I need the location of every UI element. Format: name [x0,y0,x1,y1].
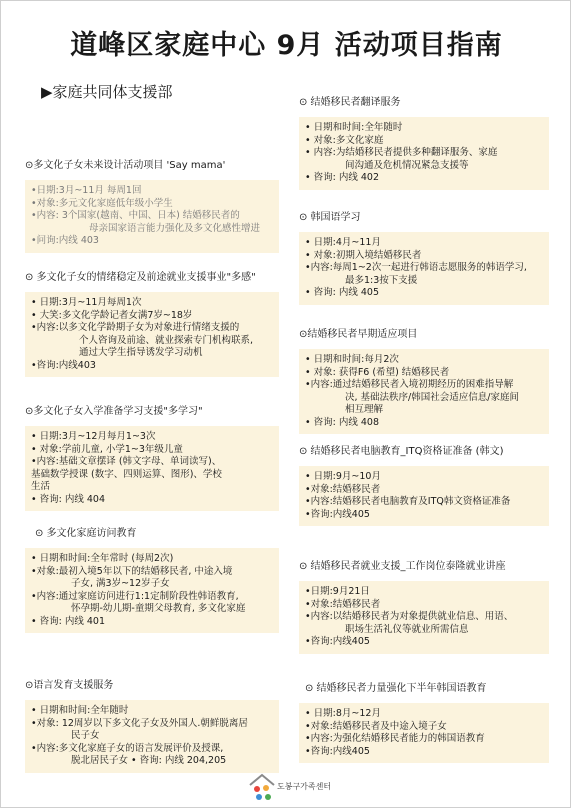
info-line: • 日期:3月~12月每月1~3次 [31,431,156,442]
info-line: 民子女 [71,730,100,741]
info-line: 基础数学授课 (数字、四则运算、图形)、学校 [31,468,222,480]
info-line: • 日期和时间:全年随时 [305,122,403,133]
info-line: •内容:多文化家庭子女的语言发展评价及授课, [31,742,224,754]
info-line: • 日期:8月~12月 [305,708,381,719]
info-line: 子女, 满3岁~12岁子女 [71,578,170,589]
info-line: •对象:多元文化家庭低年级小学生 [31,197,173,209]
info-line: 脱北居民子女 • 咨询: 内线 204,205 [71,755,227,766]
info-line: • 对象: 获得F6 (希望) 结婚移民者 [305,366,450,378]
section-title: ⊙ 结婚移民者力量强化下半年韩国语教育 [305,683,487,694]
info-line: •对象: 12周岁以下多文化子女及外国人.朝鲜脱离居 [31,717,248,729]
info-line: • 咨询: 内线 405 [305,287,379,298]
info-line: •内容:通过结婚移民者入境初期经历的困难指导解 [305,379,514,390]
section-title: ⊙ 多文化子女的情绪稳定及前途就业支援事业"多感" [25,272,256,283]
info-line: • 大笑:多文化学龄记者女满7岁~18岁 [31,309,193,321]
info-line: •咨询:内线403 [31,359,96,371]
info-line: •对象:结婚移民者及中途入境子女 [305,720,447,732]
center-name: 도봉구가족센터 [277,782,332,791]
info-line: •问询:内线 403 [31,235,99,246]
section-duogan [25,271,279,377]
department-heading: ▶家庭共同体支援部 [41,83,173,101]
info-line: •日期:3月~11月 每周1回 [31,185,142,196]
section-korean-study [299,211,549,305]
info-line: •内容:以多文化学龄期子女为对象进行情绪支援的 [31,322,240,333]
info-line: • 对象:初期入境结婚移民者 [305,249,422,261]
info-line: • 日期:3月~11月每周1次 [31,297,142,308]
info-line: •对象:结婚移民者 [305,598,381,610]
section-home-visit [25,527,279,633]
info-line: 职场生活礼仪等就业所需信息 [345,623,469,635]
section-box [25,292,279,377]
house-logo-icon [247,771,277,803]
info-line: •内容:为强化结婚移民者能力的韩国语教育 [305,733,485,744]
info-line: •内容:每周1~2次一起进行韩语志愿服务的韩语学习, [305,262,527,273]
section-box [25,700,279,773]
info-line: • 日期和时间:全年常时 (每周2次) [31,553,174,564]
info-line: •日期:9月21日 [305,586,370,597]
section-korean-second-half [299,682,549,763]
info-line: • 日期和时间:全年随时 [31,705,129,716]
section-box [25,548,279,633]
section-employment [299,560,549,654]
info-line: 决, 基础法秩序/韩国社会适应信息/家庭间 [345,391,519,403]
info-line: •咨询:内线405 [305,745,370,757]
info-line: •内容:结婚移民者电脑教育及ITQ韩文资格证准备 [305,496,511,507]
section-title: ⊙ 韩国语学习 [299,212,361,223]
section-early-adaptation [299,328,549,434]
info-line: 怀孕期-幼儿期-童期父母教育, 多文化家庭 [71,603,246,614]
section-translation [299,96,549,190]
info-line: • 对象:学前儿童, 小学1~3年级儿童 [31,443,183,455]
info-line: •内容:通过家庭访问进行1:1定制阶段性韩语教育, [31,590,239,602]
section-title: ⊙ 结婚移民者电脑教育_ITQ资格证准备 (韩文) [299,446,504,457]
info-line: 生活 [31,481,51,492]
info-line: •对象:结婚移民者 [305,483,381,495]
info-line: 个人咨询及前途、就业探索专门机构联系, [79,334,254,346]
center-logo [247,771,347,803]
section-title: ⊙多文化子女入学准备学习支援"多学习" [25,406,203,417]
info-line: • 咨询: 内线 402 [305,172,379,183]
info-line: 相互理解 [345,404,384,415]
section-title: ⊙多文化子女未来设计活动项目 'Say mama' [25,160,226,171]
info-line: • 日期和时间:每月2次 [305,354,399,365]
info-line: •内容:以结婚移民者为对象提供就业信息、用语、 [305,611,514,622]
info-line: • 日期:4月~11月 [305,237,381,248]
section-box [25,180,279,253]
info-line: •咨询:内线405 [305,508,370,520]
section-title: ⊙语言发育支援服务 [25,680,114,691]
info-line: •咨询:内线405 [305,636,370,647]
section-title: ⊙ 结婚移民者翻译服务 [299,97,401,108]
section-box [299,581,549,654]
info-line: • 咨询: 内线 404 [31,493,105,505]
info-line: • 咨询: 内线 408 [305,416,379,428]
section-duoxuexi [25,405,279,511]
section-title: ⊙ 结婚移民者就业支援_工作岗位泰隆就业讲座 [299,561,506,572]
page-title: 道峰区家庭中心 9月 活动项目指南 [70,30,503,61]
section-box [299,466,549,526]
section-computer-itq [299,445,549,526]
info-line: • 对象:多文化家庭 [305,134,384,146]
section-box [299,232,549,305]
section-title: ⊙ 多文化家庭访问教育 [35,528,137,539]
section-box [299,349,549,434]
info-line: • 咨询: 内线 401 [31,615,105,627]
info-line: • 日期:9月~10月 [305,471,381,482]
section-box [299,703,549,763]
section-language-dev [25,679,279,773]
info-line: •对象:最初入境5年以下的结婚移民者, 中途入境 [31,565,233,577]
info-line: 通过大学生指导诱发学习动机 [79,347,203,358]
info-line: • 内容:为结婚移民者提供多种翻译服务、家庭 [305,147,498,158]
section-box [299,117,549,190]
info-line: 母亲国家语言能力强化及多文化感性增进 [89,222,261,234]
section-title: ⊙结婚移民者早期适应项目 [299,329,418,340]
info-line: 最多1:3按下支援 [345,274,418,286]
section-box [25,426,279,511]
info-line: •内容: 3个国家(越南、中国、日本) 结婚移民者的 [31,210,240,221]
info-line: •内容:基础文章摆译 (韩文字母、单词读写)、 [31,456,222,467]
info-line: 间沟通及危机情况紧急支援等 [345,159,469,171]
section-say-mama [25,159,279,253]
